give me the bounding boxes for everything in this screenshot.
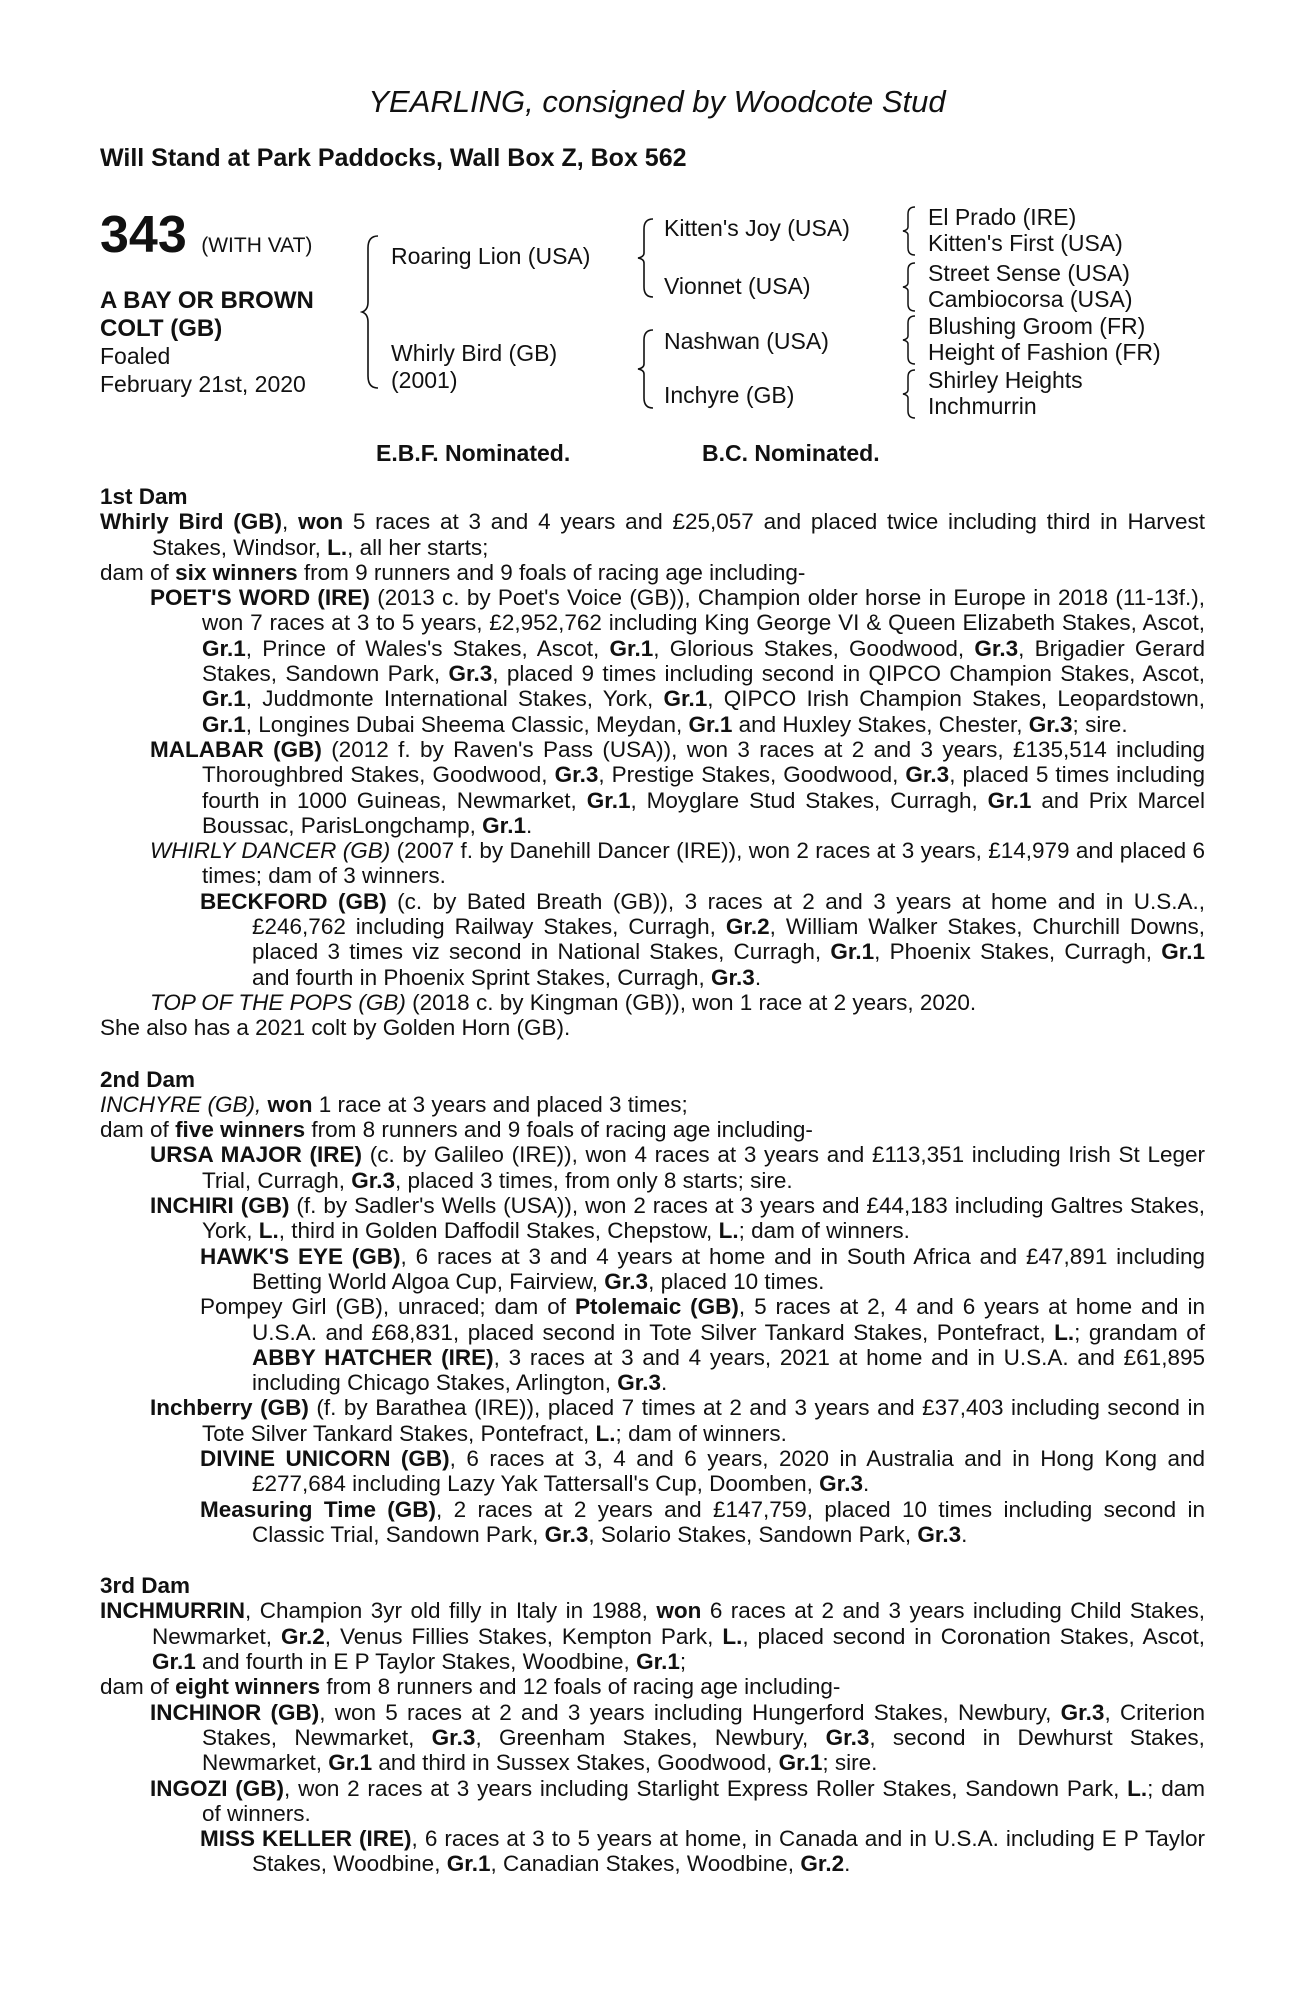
- entry-miss-keller: MISS KELLER (IRE), 6 races at 3 to 5 years at home, in Canada and in U.S.A. including E P Taylor Stakes, Woodbine, Gr.1, Canadian Stakes, Woodbine, Gr.2.: [200, 1826, 1205, 1877]
- second-dam-heading: 2nd Dam: [100, 1066, 196, 1092]
- brace-sd: [900, 260, 920, 314]
- foaled-date: February 21st, 2020: [100, 371, 306, 397]
- entry-inchberry: Inchberry (GB) (f. by Barathea (IRE)), placed 7 times at 2 and 3 years and £37,403 including second in Tote Silver Tankard Stakes, Pontefract, L.; dam of winners.: [150, 1395, 1205, 1446]
- entry-top-of-the-pops: TOP OF THE POPS (GB) (2018 c. by Kingman (GB)), won 1 race at 2 years, 2020.: [150, 989, 977, 1015]
- sire: Roaring Lion (USA): [391, 243, 591, 269]
- sex-line-1: A BAY OR BROWN: [100, 287, 314, 314]
- pedigree-brace-main: [360, 232, 384, 392]
- sex-line-2: COLT (GB): [100, 315, 223, 342]
- dam-dam: Inchyre (GB): [664, 382, 795, 408]
- sire-sire-sire: El Prado (IRE): [928, 204, 1077, 230]
- dam-sire: Nashwan (USA): [664, 328, 829, 354]
- stand-location: Will Stand at Park Paddocks, Wall Box Z, Box 562: [100, 144, 687, 172]
- sire-dam: Vionnet (USA): [664, 273, 811, 299]
- first-dam-intro: Whirly Bird (GB), won 5 races at 3 and 4 years and £25,057 and placed twice including third in Harvest Stakes, Windsor, L., all her starts;: [100, 509, 1205, 560]
- pedigree-brace-sire: [636, 215, 658, 301]
- entry-hawks-eye: HAWK'S EYE (GB), 6 races at 3 and 4 years at home and in South Africa and £47,891 including Betting World Algoa Cup, Fairview, Gr.3, placed 10 times.: [200, 1243, 1205, 1294]
- third-dam-intro: INCHMURRIN, Champion 3yr old filly in Italy in 1988, won 6 races at 2 and 3 years including Child Stakes, Newmarket, Gr.2, Venus Fillies Stakes, Kempton Park, L., placed second in Coronation Stakes, Ascot, Gr.1 and fourth in E P Taylor Stakes, Woodbine, Gr.1;: [100, 1598, 1205, 1675]
- sire-sire-dam: Kitten's First (USA): [928, 230, 1123, 256]
- first-dam-produce-summary: dam of six winners from 9 runners and 9 foals of racing age including-: [100, 559, 806, 585]
- third-dam-produce-summary: dam of eight winners from 8 runners and 12 foals of racing age including-: [100, 1674, 841, 1700]
- entry-measuring-time: Measuring Time (GB), 2 races at 2 years and £147,759, placed 10 times including second in Classic Trial, Sandown Park, Gr.3, Solario Stakes, Sandown Park, Gr.3.: [200, 1496, 1205, 1547]
- dam-dam-dam: Inchmurrin: [928, 393, 1037, 419]
- lot-number: [100, 205, 312, 265]
- foaled-info: [100, 342, 306, 398]
- dam-sire-sire: Blushing Groom (FR): [928, 313, 1146, 339]
- pedigree-brace-dam: [636, 326, 658, 412]
- sire-dam-sire: Street Sense (USA): [928, 260, 1130, 286]
- lot-number-value: 343: [100, 206, 187, 264]
- entry-malabar: MALABAR (GB) (2012 f. by Raven's Pass (USA)), won 3 races at 2 and 3 years, £135,514 including Thoroughbred Stakes, Goodwood, Gr.3, Prestige Stakes, Goodwood, Gr.3, placed 5 times including fourth in 1000 Guineas, Newmarket, Gr.1, Moyglare Stud Stakes, Curragh, Gr.1 and Prix Marcel Boussac, ParisLongchamp, Gr.1.: [150, 736, 1205, 838]
- brace-dd: [900, 367, 920, 421]
- second-dam-intro: INCHYRE (GB), won 1 race at 3 years and placed 3 times;: [100, 1091, 688, 1117]
- bc-nomination: B.C. Nominated.: [702, 440, 880, 466]
- vat-note: (WITH VAT): [201, 234, 313, 257]
- third-dam-heading: 3rd Dam: [100, 1573, 191, 1599]
- entry-divine-unicorn: DIVINE UNICORN (GB), 6 races at 3, 4 and 6 years, 2020 in Australia and in Hong Kong and £277,684 including Lazy Yak Tattersall's Cup, Doomben, Gr.3.: [200, 1445, 1205, 1497]
- entry-beckford: BECKFORD (GB) (c. by Bated Breath (GB)), 3 races at 2 and 3 years at home and in U.S.A., £246,762 including Railway Stakes, Curragh, Gr.2, William Walker Stakes, Churchill Downs, placed 3 times viz second in National Stakes, Curragh, Gr.1, Phoenix Stakes, Curragh, Gr.1 and fourth in Phoenix Sprint Stakes, Curragh, Gr.3.: [200, 888, 1205, 990]
- first-dam-heading: 1st Dam: [100, 484, 188, 509]
- dam-year: (2001): [391, 367, 458, 393]
- brace-ss: [900, 204, 920, 258]
- dam-dam-sire: Shirley Heights: [928, 367, 1083, 393]
- entry-inchiri: INCHIRI (GB) (f. by Sadler's Wells (USA)), won 2 races at 3 years and £44,183 including Galtres Stakes, York, L., third in Golden Daffodil Stakes, Chepstow, L.; dam of winners.: [150, 1193, 1205, 1244]
- entry-ingozi: INGOZI (GB), won 2 races at 3 years including Starlight Express Roller Stakes, Sandown Park, L.; dam of winners.: [150, 1775, 1205, 1826]
- entry-ursa-major: URSA MAJOR (IRE) (c. by Galileo (IRE)), won 4 races at 3 years and £113,351 including Irish St Leger Trial, Curragh, Gr.3, placed 3 times, from only 8 starts; sire.: [150, 1142, 1205, 1193]
- sire-sire: Kitten's Joy (USA): [664, 215, 850, 241]
- page-title: YEARLING, consigned by Woodcote Stud: [368, 84, 946, 119]
- entry-poets-word: POET'S WORD (IRE) (2013 c. by Poet's Voice (GB)), Champion older horse in Europe in 2018 (11-13f.), won 7 races at 3 to 5 years, £2,952,762 including King George VI & Queen Elizabeth Stakes, Ascot, Gr.1, Prince of Wales's Stakes, Ascot, Gr.1, Glorious Stakes, Goodwood, Gr.3, Brigadier Gerard Stakes, Sandown Park, Gr.3, placed 9 times including second in QIPCO Champion Stakes, Ascot, Gr.1, Juddmonte International Stakes, York, Gr.1, QIPCO Irish Champion Stakes, Leopardstown, Gr.1, Longines Dubai Sheema Classic, Meydan, Gr.1 and Huxley Stakes, Chester, Gr.3; sire.: [150, 585, 1205, 737]
- brace-ds: [900, 313, 920, 367]
- horse-description: [100, 287, 360, 343]
- ebf-nomination: E.B.F. Nominated.: [376, 440, 571, 466]
- entry-pompey-girl: Pompey Girl (GB), unraced; dam of Ptolemaic (GB), 5 races at 2, 4 and 6 years at home and in U.S.A. and £68,831, placed second in Tote Silver Tankard Stakes, Pontefract, L.; grandam of ABBY HATCHER (IRE), 3 races at 3 and 4 years, 2021 at home and in U.S.A. and £61,895 including Chicago Stakes, Arlington, Gr.3.: [200, 1294, 1205, 1396]
- second-dam-produce-summary: dam of five winners from 8 runners and 9 foals of racing age including-: [100, 1117, 813, 1143]
- catalogue-body: [100, 484, 1205, 1877]
- entry-whirly-dancer: WHIRLY DANCER (GB) (2007 f. by Danehill Dancer (IRE)), won 2 races at 3 years, £14,979 and placed 6 times; dam of 3 winners.: [150, 838, 1205, 889]
- entry-inchinor: INCHINOR (GB), won 5 races at 2 and 3 years including Hungerford Stakes, Newbury, Gr.3, Criterion Stakes, Newmarket, Gr.3, Greenham Stakes, Newbury, Gr.3, second in Dewhurst Stakes, Newmarket, Gr.1 and third in Sussex Stakes, Goodwood, Gr.1; sire.: [150, 1699, 1205, 1776]
- dam: Whirly Bird (GB): [391, 340, 558, 366]
- sire-dam-dam: Cambiocorsa (USA): [928, 286, 1133, 312]
- foaled-label: Foaled: [100, 343, 171, 369]
- first-dam-also: She also has a 2021 colt by Golden Horn (GB).: [100, 1015, 571, 1041]
- dam-sire-dam: Height of Fashion (FR): [928, 339, 1161, 365]
